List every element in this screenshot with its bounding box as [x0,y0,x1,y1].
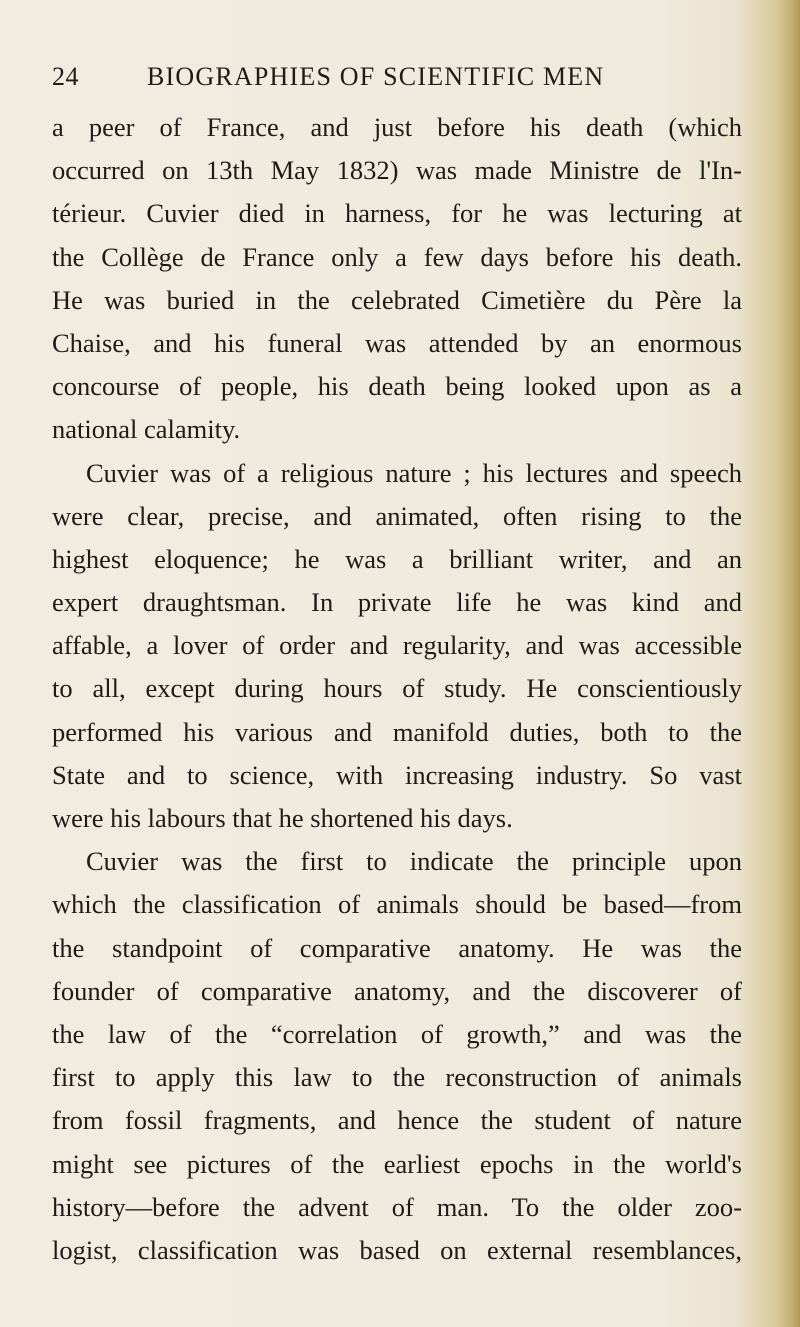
text-line: State and to science, with increasing industry. So vast [52,759,742,790]
page-edge-shadow [778,0,800,1327]
text-line: were his labours that he shortened his days. [52,803,513,833]
text-line: térieur. Cuvier died in harness, for he was lecturing at [52,198,742,229]
text-line: concourse of people, his death being looked upon as a [52,371,742,402]
page-header [52,62,742,92]
text-line: might see pictures of the earliest epochs in the world's [52,1148,742,1179]
text-line: founder of comparative anatomy, and the discoverer of [52,975,742,1006]
text-line: the Collège de France only a few days before his death. [52,241,742,272]
page-number: 24 [52,62,79,91]
paragraph-start-line: Cuvier was of a religious nature ; his lectures and speech [86,457,742,488]
text-line: from fossil fragments, and hence the student of nature [52,1105,742,1136]
text-line: performed his various and manifold duties, both to the [52,716,742,747]
text-line: history—before the advent of man. To the older zoo- [52,1191,742,1222]
text-line: which the classification of animals should be based—from [52,889,742,920]
text-line: He was buried in the celebrated Cimetière du Père la [52,284,742,315]
text-line: Chaise, and his funeral was attended by an enormous [52,327,742,358]
text-line: highest eloquence; he was a brilliant writer, and an [52,543,742,574]
text-line: a peer of France, and just before his death (which [52,112,742,142]
text-line: the standpoint of comparative anatomy. He was the [52,932,742,963]
text-line: were clear, precise, and animated, often rising to the [52,500,742,531]
text-line: to all, except during hours of study. He conscientiously [52,673,742,704]
running-head: BIOGRAPHIES OF SCIENTIFIC MEN [147,62,605,91]
text-line: first to apply this law to the reconstruction of animals [52,1062,742,1093]
text-line: national calamity. [52,414,241,445]
body-text [52,106,742,1272]
text-line: the law of the “correlation of growth,” and was the [52,1018,742,1049]
paragraph-start-line: Cuvier was the first to indicate the principle upon [86,846,742,877]
text-line: occurred on 13th May 1832) was made Ministre de l'In- [52,155,742,186]
text-line: logist, classification was based on external resemblances, [52,1234,742,1265]
text-line: affable, a lover of order and regularity, and was accessible [52,630,742,661]
text-line: expert draughtsman. In private life he was kind and [52,587,742,618]
